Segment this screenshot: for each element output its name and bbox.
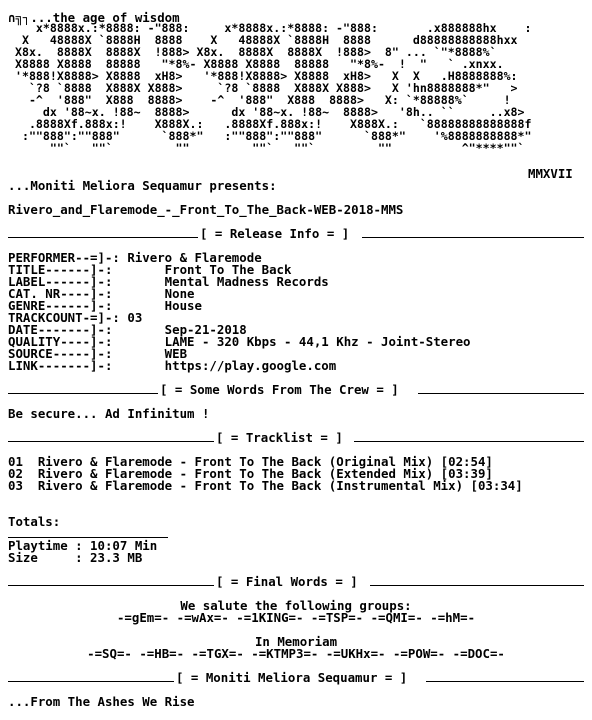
info-value: Front To The Back (164, 262, 292, 277)
info-value: Rivero & Flaremode (127, 250, 262, 265)
info-label: TRACKCOUNT-=]-: (8, 310, 120, 325)
memoriam-title: In Memoriam (254, 634, 338, 649)
info-label: CAT. NR----]-: (8, 286, 113, 301)
divider-right (426, 681, 584, 682)
release-name: Rivero_and_Flaremode_-_Front_To_The_Back-WEB-2018-MMS (8, 202, 404, 217)
info-label: GENRE------]-: (8, 298, 113, 313)
info-label: LABEL------]-: (8, 274, 113, 289)
info-value: https://play.google.com (164, 358, 337, 373)
divider-left (8, 393, 158, 394)
info-value: Sep-21-2018 (164, 322, 247, 337)
track-row: 02 Rivero & Flaremode - Front To The Back (Extended Mix) [03:39] (8, 466, 493, 481)
divider-right (354, 441, 584, 442)
closing-line: ...From The Ashes We Rise (8, 694, 195, 709)
tracklist-heading: [ = Tracklist = ] (216, 430, 343, 445)
divider-right (370, 585, 584, 586)
crew-heading: [ = Some Words From The Crew = ] (160, 382, 399, 397)
totals-label: Totals: (8, 514, 61, 529)
info-value: WEB (164, 346, 188, 361)
final-words-heading: [ = Final Words = ] (216, 574, 358, 589)
divider-right (418, 393, 584, 394)
salute-line: We salute the following groups: (180, 598, 412, 613)
track-row: 01 Rivero & Flaremode - Front To The Back (Original Mix) [02:54] (8, 454, 493, 469)
memoriam-groups: -=SQ=- -=HB=- -=TGX=- -=KTMP3=- -=UKHx=- -=POW=- -=DOC=- (87, 646, 505, 661)
size: Size : 23.3 MB (8, 550, 143, 565)
info-value: Mental Madness Records (164, 274, 329, 289)
divider-left (8, 681, 174, 682)
divider-right (362, 237, 584, 238)
crew-words: Be secure... Ad Infinitum ! (8, 406, 210, 421)
info-label: QUALITY----]-: (8, 334, 113, 349)
divider-left (8, 237, 198, 238)
info-label: SOURCE-----]-: (8, 346, 113, 361)
info-label: DATE-------]-: (8, 322, 113, 337)
divider-left (8, 441, 214, 442)
presents-line: ...Moniti Meliora Sequamur presents: (8, 178, 277, 193)
info-value: None (164, 286, 195, 301)
info-label: LINK-------]-: (8, 358, 113, 373)
info-label: TITLE------]-: (8, 262, 113, 277)
info-row-link (8, 360, 336, 372)
group-logo-ascii-art: x*8888x.:*8888: -"888: x*8888x.:*8888: -"888: .x888888hx : X 48888X `8888H 8888 X 48888X `8888H 8888 d88888888888hxx X8x. 8888X 8888X !888> X8x. 8888X 8888X !888> 8" ... `"*8888%` X8888 X8888 88888 "*8%- X8888 X8888 88888 "*8%- ! " ` .xnxx. '*888!X8888> X8888 xH8> '*888!X8888> X8888 xH8> X X .H8888888%: `?8 `8888 X888X X888> `?8 `8888 X888X X888> X 'hn8888888*" > -^ '888" X888 8888> -^ '888" X888 8888> X: `*88888%` ! dx '88~x. !88~ 8888> dx '88~x. !88~ 8888> '8h.. `` ..x8> .8888Xf.888x:! X888X.: .8888Xf.888x:! X888X.: `88888888888888f :""888":""888" `888*" :""888":""888" `888*" '%8888888888*" ""` ""` "" ""` ""` "" ^"****""` (14, 21, 532, 155)
header-line: ∩╗┐...the age of wisdom (8, 10, 180, 25)
info-label: PERFORMER--=]-: (8, 250, 120, 265)
playtime: Playtime : 10:07 Min (8, 538, 158, 553)
release-info-heading: [ = Release Info = ] (200, 226, 350, 241)
info-value: LAME - 320 Kbps - 44,1 Khz - Joint-Stereo (164, 334, 471, 349)
salute-groups: -=gEm=- -=wAx=- -=1KING=- -=TSP=- -=QMI=- -=hM=- (116, 610, 476, 625)
info-value: 03 (127, 310, 143, 325)
info-value: House (164, 298, 202, 313)
track-row: 03 Rivero & Flaremode - Front To The Back (Instrumental Mix) [03:34] (8, 478, 523, 493)
footer-heading: [ = Moniti Meliora Sequamur = ] (176, 670, 408, 685)
divider-left (8, 585, 214, 586)
year-label: MMXVII (528, 166, 573, 181)
